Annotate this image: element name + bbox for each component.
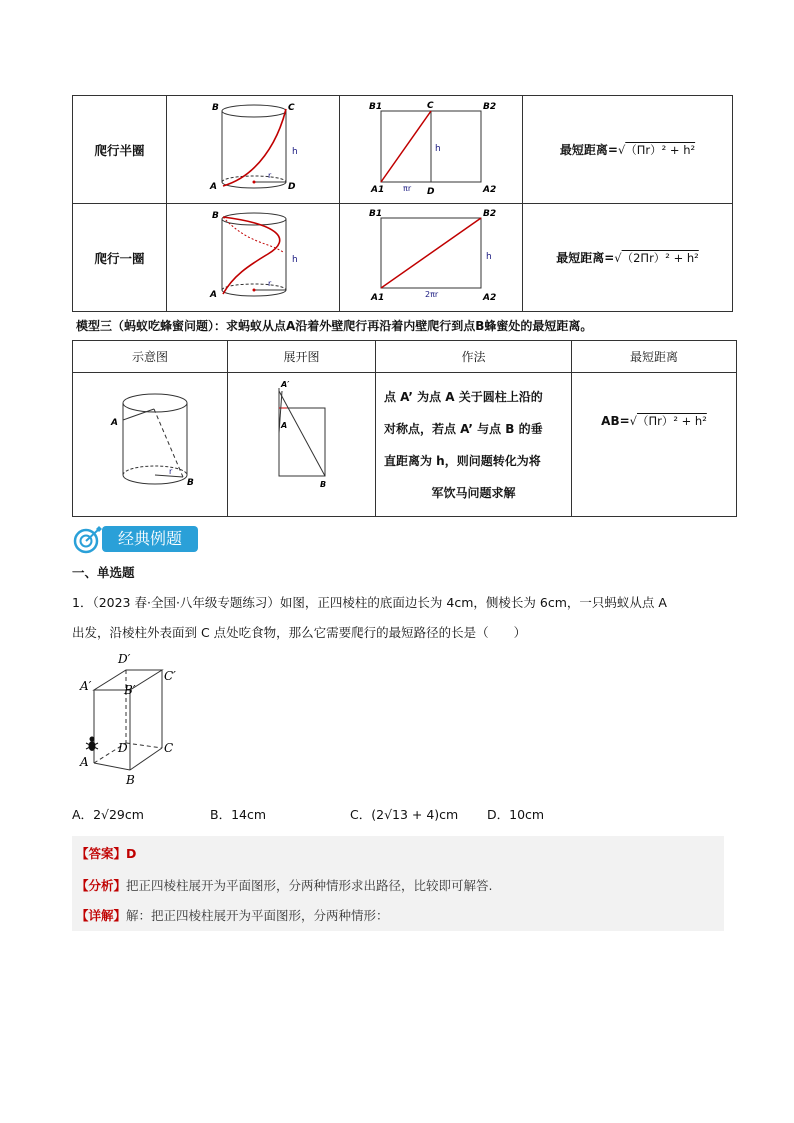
label-C: C (288, 103, 295, 113)
detail-line: 【详解】解：把正四棱柱展开为平面图形，分两种情形： (76, 908, 389, 923)
cylinder-half-figure (167, 96, 340, 204)
formula-half: 最短距离=√（Πr）² + h² (523, 96, 733, 204)
label-D: D (118, 741, 128, 755)
option-c[interactable]: C．(2√13 + 4)cm (350, 807, 459, 822)
answer-line: 【答案】D (76, 846, 137, 861)
label-C: C (164, 741, 174, 755)
prism-figure (76, 648, 186, 790)
method-text: 点 A’ 为点 A 关于圆柱上沿的 对称点，若点 A’ 与点 B 的垂 直距离为 h，则问题转化为将 军饮马问题求解 (376, 373, 572, 517)
label-D: D (427, 187, 435, 197)
option-b[interactable]: B．14cm (210, 807, 267, 822)
label-A2: A2 (483, 185, 497, 195)
label-A-prime: A′ (80, 679, 92, 693)
label-A: A (80, 755, 89, 769)
row-label-full: 爬行一圈 (73, 204, 167, 312)
ant-icon (86, 737, 98, 752)
row-label-half: 爬行半圈 (73, 96, 167, 204)
label-A: A (111, 418, 118, 428)
label-h: h (292, 147, 298, 157)
label-h: h (486, 252, 492, 262)
label-A-prime: A′ (281, 380, 290, 389)
label-2pir: 2πr (425, 290, 439, 299)
label-A2: A2 (483, 293, 497, 303)
net-full-figure (340, 204, 523, 312)
cylinder-full-figure (167, 204, 340, 312)
label-pir: πr (403, 184, 412, 193)
model2-table (72, 95, 733, 312)
label-r: r (268, 171, 272, 180)
label-C: C (427, 101, 434, 111)
label-B: B (320, 480, 327, 489)
label-A: A (281, 421, 288, 430)
label-B: B (212, 211, 219, 221)
model3-table (72, 340, 737, 517)
formula-full: 最短距离=√（2Πr）² + h² (523, 204, 733, 312)
label-A1: A1 (371, 185, 385, 195)
net-half-figure (340, 96, 523, 204)
label-r: r (169, 467, 173, 476)
label-A1: A1 (371, 293, 385, 303)
target-arrow-icon (72, 525, 104, 555)
label-D-prime: D′ (118, 652, 131, 666)
label-A: A (210, 182, 217, 192)
label-B: B (212, 103, 219, 113)
label-D: D (288, 182, 296, 192)
label-C-prime: C′ (164, 669, 176, 683)
option-a[interactable]: A．2√29cm (72, 807, 144, 822)
section-heading: 一、单选题 (72, 565, 135, 580)
label-h: h (292, 255, 298, 265)
label-h: h (435, 144, 441, 154)
analysis-line: 【分析】把正四棱柱展开为平面图形，分两种情形求出路径，比较即可解答. (76, 878, 493, 893)
section-banner (72, 525, 202, 553)
label-B2: B2 (483, 102, 497, 112)
label-r: r (268, 279, 272, 288)
label-B1: B1 (369, 102, 383, 112)
option-d[interactable]: D．10cm (487, 807, 545, 822)
model3-title: 模型三（蚂蚁吃蜂蜜问题）：求蚂蚁从点A沿着外壁爬行再沿着内壁爬行到点B蜂蜜处的最短距离。 (76, 319, 593, 333)
label-A: A (210, 290, 217, 300)
label-B: B (126, 773, 135, 787)
answer-panel (72, 836, 724, 931)
model3-cylinder-figure (73, 373, 228, 517)
question-text: 1．（2023 春·全国·八年级专题练习）如图，正四棱柱的底面边长为 4cm，侧棱长为 6cm，一只蚂蚁从点 A 出发，沿棱柱外表面到 C 点处吃食物，那么它需要爬行的最短路径的长是（ ） (72, 595, 667, 640)
formula-model3: AB=√（Πr）² + h² (572, 373, 737, 517)
header-net: 展开图 (228, 341, 376, 373)
label-B1: B1 (369, 209, 383, 219)
model3-net-figure (228, 373, 376, 517)
header-shortest: 最短距离 (572, 341, 737, 373)
label-B-prime: B′ (124, 683, 136, 697)
label-B: B (187, 478, 194, 488)
banner-label: 经典例题 (102, 526, 198, 552)
header-diagram: 示意图 (73, 341, 228, 373)
header-method: 作法 (376, 341, 572, 373)
label-B2: B2 (483, 209, 497, 219)
